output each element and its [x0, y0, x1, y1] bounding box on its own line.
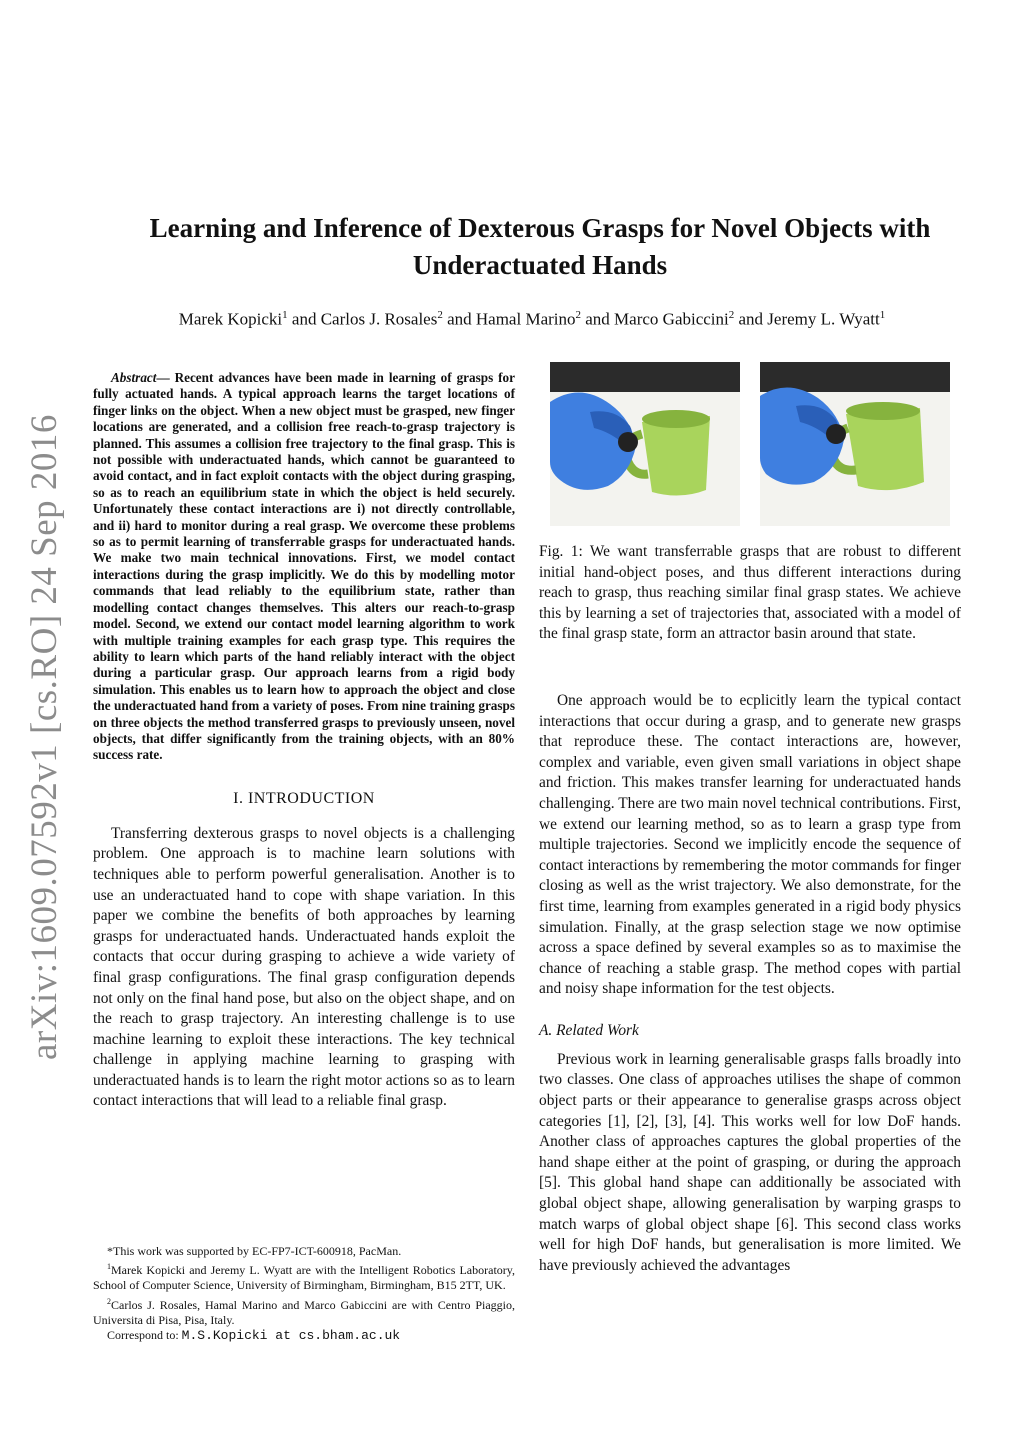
footnote-affiliation-1-text: Marek Kopicki and Jeremy L. Wyatt are with the Intelligent Robotics Laboratory, School of Computer Science, University of Birmingham, Birmingham, B15 2TT, UK.: [93, 1263, 515, 1293]
related-work-paragraph: Previous work in learning generalisable grasps falls broadly into two classes. One class of approaches utilises the shape of common object parts or their appearance to generalise grasps across object categories [1], [2], [3], [4]. This works well for low DoF hands. Another class of approaches captures the global properties of the hand shape either at the point of grasping, or during the approach [5]. This global hand shape can additionally be associated with global object shape, allowing generalisation by warping grasps to match warps of global object shape [6]. This second class works well for high DoF hands, but generalisation is more limited. We have previously achieved the advantages: [539, 1050, 961, 1274]
author-affiliation-mark: 2: [437, 309, 443, 321]
left-column: [93, 370, 515, 1112]
author-joiner: and: [447, 309, 472, 329]
author-name: Hamal Marino: [475, 309, 576, 329]
author-affiliation-mark: 1: [879, 309, 886, 321]
abstract-text: — Recent advances have been made in learning of grasps for fully actuated hands. A typical approach learns the target locations of finger links on the object. When a new object must be grasped, new finger locations are generated, and a collision free reach-to-grasp trajectory is planned. This assumes a collision free trajectory to the final grasp. This is not possible with underactuated hands, which cannot be guaranteed to avoid contact, and in fact exploit contacts with the object during grasping, so as to reach an equilibrium state in which the object is held securely. Unfortunately these contact interactions are i) not directly controllable, and ii) hard to monitor during a real grasp. We overcome these problems so as to permit learning of transferrable grasps for underactuated hands. We make two main technical innovations. First, we model contact interactions during the grasp implicitly. We do this by modelling motor commands that lead reliably to the equilibrium state, rather than modelling contact changes themselves. This alters our reach-to-grasp model. Second, we extend our contact model learning algorithm to work with multiple training examples for each grasp type. This requires the ability to learn which parts of the hand reliably interact with the object during a particular grasp. Our approach learns from a rigid body simulation. This enables us to learn how to approach the object and close the underactuated hand from a variety of poses. From nine training grasps on three objects the method transferred grasps to previously unseen, novel objects, that differ significantly from the training objects, with an 80% success rate.: [93, 370, 515, 763]
footnotes: [93, 1244, 515, 1343]
author-affiliation-mark: 2: [575, 309, 581, 321]
grasp-photo-left-illustration: [550, 362, 740, 526]
correspondence-label: Correspond to:: [107, 1328, 182, 1343]
footnote-support: *This work was supported by EC-FP7-ICT-600918, PacMan.: [107, 1244, 402, 1258]
subsection-heading-related-work: A. Related Work: [539, 1021, 639, 1039]
figure-caption: Fig. 1: We want transferrable grasps that are robust to different initial hand-object poses, and thus different interactions during reach to grasp, thus reaching similar final grasp states. We achieve this by learning a set of trajectories that, associated with a model of the final grasp state, form an attractor basin around that state.: [539, 543, 961, 643]
abstract: [93, 370, 515, 764]
author-joiner: and: [738, 309, 764, 329]
intro-paragraph: Transferring dexterous grasps to novel objects is a challenging problem. One approach is to machine learn solutions with techniques able to perform powerful generalisation. Another is to use an underactuated hand to cope with shape variation. In this paper we combine the benefits of both approaches by learning grasps for underactuated hands. Underactuated hands exploit the contacts that occur during grasping to achieve a wide variety of final grasp configurations. The final grasp configuration depends not only on the final hand pose, but also on the object shape, and on the reach to grasp trajectory. An interesting challenge is to use machine learning to exploit these interactions. The key technical challenge in applying machine learning to grasping with underactuated hands is to learn the right motor actions so as to learn contact interactions that will lead to a reliable final grasp.: [93, 824, 515, 1110]
author-joiner: and: [585, 309, 610, 329]
author-affiliation-mark: 1: [282, 309, 288, 321]
body-paragraph: One approach would be to ecplicitly learn the typical contact interactions that occur during a grasp, and to generate new grasps that reproduce these. The contact interactions are, however, complex and variable, even given small variations in object shape and friction. This makes transfer learning for underactuated hands challenging. There are two main novel technical contributions. First, we extend our learning method, so as to learn a grasp type from multiple trajectories. Second we implicitly encode the sequence of contact interactions by remembering the motor commands for finger closing as well as the wrist trajectory. We also demonstrate, for the first time, learning from examples generated in a rigid body physics simulation. Finally, at the grasp selection stage we now optimise across a space defined by several examples so as to maximise the chance of reaching a stable grasp. The method copes with partial and noisy shape information for the test objects.: [539, 691, 961, 998]
footnote-affiliation-2: [93, 1294, 515, 1328]
right-column: [539, 362, 961, 1276]
footnote-mark: 2: [107, 1296, 111, 1306]
author-affiliation-mark: 2: [728, 309, 735, 321]
grasp-photo-right: [760, 362, 950, 526]
author-joiner: and: [291, 309, 317, 329]
grasp-photo-right-illustration: [760, 362, 950, 526]
footnote-mark: 1: [107, 1262, 111, 1272]
author-name: Marek Kopicki: [178, 309, 283, 329]
figure-1: [550, 362, 961, 526]
author-name: Carlos J. Rosales: [320, 309, 438, 329]
section-heading-introduction: I. INTRODUCTION: [233, 789, 375, 807]
author-name: Jeremy L. Wyatt: [767, 309, 880, 329]
abstract-label: Abstract: [111, 370, 157, 385]
footnote-affiliation-1: [93, 1259, 515, 1293]
author-name: Marco Gabiccini: [614, 309, 729, 329]
footnote-affiliation-2-text: Carlos J. Rosales, Hamal Marino and Marco Gabiccini are with Centro Piaggio, Universita di Pisa, Pisa, Italy.: [93, 1297, 515, 1327]
arxiv-identifier: arXiv:1609.07592v1 [cs.RO] 24 Sep 2016: [24, 414, 65, 1060]
paper-title: Learning and Inference of Dexterous Grasps for Novel Objects with Underactuated Hands: [149, 213, 931, 280]
table-surface: [550, 362, 740, 392]
correspondence-email: M.S.Kopicki at cs.bham.ac.uk: [181, 1328, 401, 1344]
footnote-correspondence: [93, 1328, 515, 1343]
grasp-photo-left: [550, 362, 740, 526]
author-list: [60, 309, 1004, 330]
